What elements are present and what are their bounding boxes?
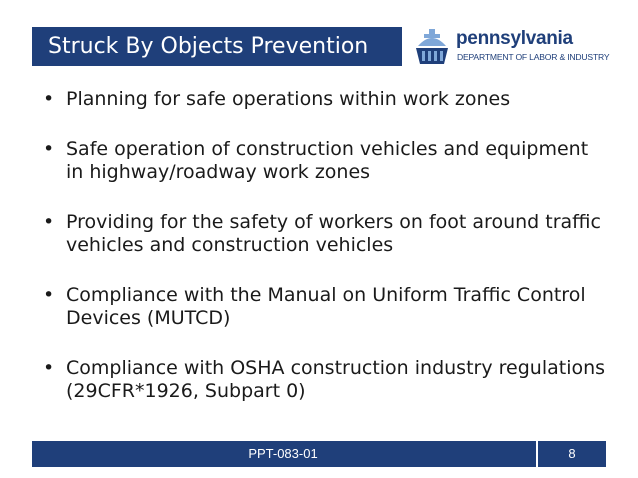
bullet-dot: • bbox=[43, 357, 55, 379]
keystone-capitol-icon bbox=[412, 26, 452, 66]
bullet-item bbox=[40, 357, 610, 403]
footer-bar bbox=[32, 441, 606, 467]
bullet-text: Compliance with the Manual on Uniform Traffic Control Devices (MUTCD) bbox=[66, 284, 586, 329]
bullet-text: Compliance with OSHA construction industry regulations (29CFR*1926, Subpart 0) bbox=[66, 357, 606, 402]
bullet-item bbox=[40, 138, 610, 184]
slide-title: Struck By Objects Prevention bbox=[32, 27, 402, 66]
logo-name: pennsylvania bbox=[456, 28, 573, 49]
bullet-item bbox=[40, 88, 610, 111]
bullet-text: Providing for the safety of workers on foot around traffic vehicles and construction vehicles bbox=[66, 211, 601, 256]
bullet-dot: • bbox=[43, 211, 55, 233]
bullet-item bbox=[40, 211, 610, 257]
bullet-list bbox=[40, 88, 610, 430]
footer-code: PPT-083-01 bbox=[248, 446, 318, 461]
bullet-text: Safe operation of construction vehicles and equipment in highway/roadway work zones bbox=[66, 138, 589, 183]
bullet-dot: • bbox=[43, 138, 55, 160]
bullet-text: Planning for safe operations within work zones bbox=[66, 88, 511, 110]
bullet-dot: • bbox=[43, 88, 55, 110]
pennsylvania-logo bbox=[412, 24, 612, 74]
logo-department: DEPARTMENT OF LABOR & INDUSTRY bbox=[457, 52, 610, 62]
bullet-dot: • bbox=[43, 284, 55, 306]
bullet-item bbox=[40, 284, 610, 330]
page-number: 8 bbox=[568, 446, 576, 461]
